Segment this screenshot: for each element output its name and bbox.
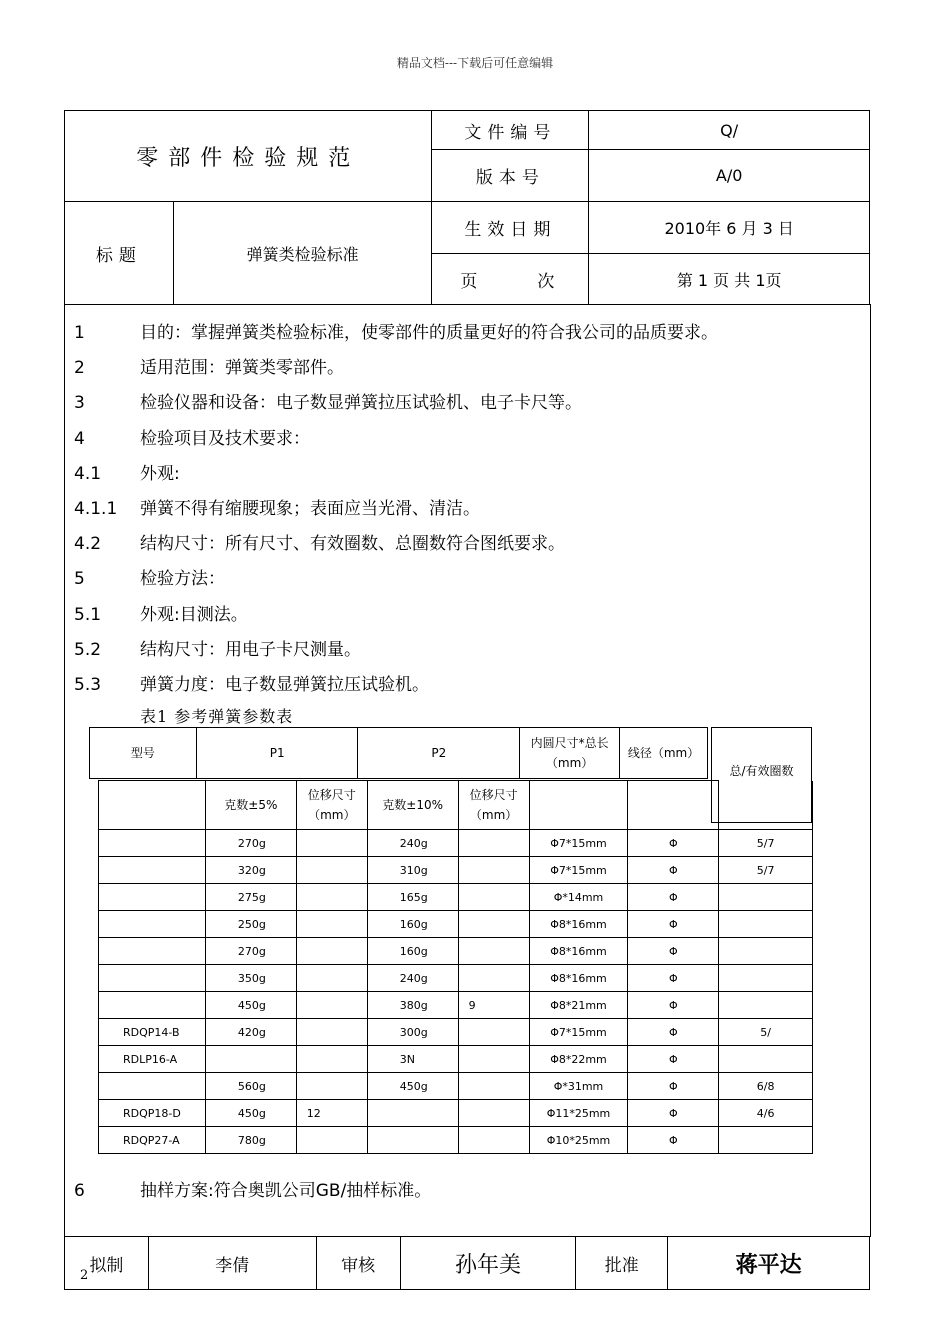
cell-p2d — [458, 1127, 529, 1154]
content-line-num: 4.1 — [74, 463, 102, 484]
content-line — [74, 494, 480, 519]
content-line-num: 3 — [74, 393, 85, 414]
content-line-text: 检验项目及技术要求： — [140, 428, 310, 449]
content-line — [74, 529, 565, 554]
content-line-num: 4.1.1 — [74, 499, 118, 519]
cell-model: RDQP18-D — [99, 1100, 206, 1127]
cell-inner: Φ7*15mm — [529, 857, 628, 884]
date-label: 生效日期 — [432, 202, 589, 254]
cell-wire: Φ — [628, 1019, 719, 1046]
content-line-num: 5 — [74, 569, 85, 590]
drafter-name: 李倩 — [148, 1237, 316, 1290]
cell-inner: Φ10*25mm — [529, 1127, 628, 1154]
param-table — [98, 780, 813, 1154]
cell-p2g: 160g — [367, 911, 458, 938]
subject-label: 标题 — [65, 202, 174, 305]
table-row — [99, 1127, 813, 1154]
cell-p1g: 560g — [205, 1073, 296, 1100]
cell-p1g: 320g — [205, 857, 296, 884]
content-line-text: 结构尺寸：所有尺寸、有效圈数、总圈数符合图纸要求。 — [140, 534, 565, 555]
cell-model: RDQP27-A — [99, 1127, 206, 1154]
cell-inner: Φ8*21mm — [529, 992, 628, 1019]
cell-p2d — [458, 1073, 529, 1100]
cell-p1g: 780g — [205, 1127, 296, 1154]
page-label-a: 页 — [460, 271, 484, 292]
cell-model — [99, 911, 206, 938]
cell-wire: Φ — [628, 1073, 719, 1100]
cell-rings — [719, 965, 813, 992]
cell-inner: Φ8*16mm — [529, 911, 628, 938]
signature-table — [64, 1236, 870, 1290]
watermark-header: 精品文档---下载后可任意编辑 — [396, 56, 554, 70]
cell-p1d — [296, 911, 367, 938]
table-row — [99, 911, 813, 938]
cell-p2d — [458, 857, 529, 884]
cell-wire: Φ — [628, 911, 719, 938]
line-6 — [74, 1176, 431, 1201]
cell-p2g — [367, 1127, 458, 1154]
cell-inner: Φ11*25mm — [529, 1100, 628, 1127]
page-number: 2 — [80, 1268, 89, 1283]
subject-value: 弹簧类检验标准 — [173, 202, 432, 305]
cell-p1d — [296, 965, 367, 992]
cell-wire: Φ — [628, 992, 719, 1019]
cell-inner: Φ8*16mm — [529, 965, 628, 992]
cell-p1d — [296, 857, 367, 884]
drafter-label: 拟制 — [65, 1237, 149, 1290]
reviewer-name: 孙年美 — [400, 1237, 576, 1290]
cell-wire: Φ — [628, 965, 719, 992]
cell-p2g — [367, 1100, 458, 1127]
cell-rings: 5/ — [719, 1019, 813, 1046]
cell-p1g: 420g — [205, 1019, 296, 1046]
cell-model — [99, 884, 206, 911]
cell-inner: Φ7*15mm — [529, 1019, 628, 1046]
cell-p2g: 450g — [367, 1073, 458, 1100]
content-line — [74, 353, 344, 378]
cell-p1d — [296, 830, 367, 857]
cell-model — [99, 938, 206, 965]
content-line — [74, 600, 248, 625]
cell-model — [99, 830, 206, 857]
cell-p1d — [296, 884, 367, 911]
cell-p1d — [296, 992, 367, 1019]
cell-rings: 4/6 — [719, 1100, 813, 1127]
page-label-b: 次 — [537, 271, 561, 292]
sub-blank-model — [99, 781, 206, 830]
th-wire: 线径（mm） — [620, 728, 708, 779]
cell-rings — [719, 911, 813, 938]
content-line — [74, 459, 180, 484]
cell-p2g: 310g — [367, 857, 458, 884]
th-gram5: 克数±5% — [205, 781, 296, 830]
cell-p2g: 240g — [367, 830, 458, 857]
cell-inner: Φ*14mm — [529, 884, 628, 911]
cell-wire: Φ — [628, 1127, 719, 1154]
table-row — [99, 938, 813, 965]
th-gram10: 克数±10% — [367, 781, 458, 830]
cell-p2d: 9 — [458, 992, 529, 1019]
doc-no-value: Q/ — [589, 111, 870, 150]
cell-inner: Φ8*16mm — [529, 938, 628, 965]
cell-wire: Φ — [628, 884, 719, 911]
th-inner: 内圆尺寸*总长（mm） — [520, 728, 620, 779]
param-table-header — [89, 727, 708, 779]
content-line-num: 4 — [74, 428, 85, 449]
table-row — [99, 1019, 813, 1046]
cell-p2d — [458, 911, 529, 938]
cell-rings — [719, 884, 813, 911]
table-row — [99, 830, 813, 857]
sub-blank-inner — [529, 781, 628, 830]
table-row — [99, 965, 813, 992]
cell-rings: 6/8 — [719, 1073, 813, 1100]
cell-inner: Φ*31mm — [529, 1073, 628, 1100]
cell-rings — [719, 938, 813, 965]
cell-p1g: 270g — [205, 830, 296, 857]
th-rings: 总/有效圈数 — [711, 727, 812, 823]
content-line-num: 2 — [74, 358, 85, 379]
cell-model: RDQP14-B — [99, 1019, 206, 1046]
page-label — [432, 254, 589, 305]
cell-p1d — [296, 1127, 367, 1154]
cell-model — [99, 992, 206, 1019]
cell-rings: 5/7 — [719, 857, 813, 884]
cell-p1g: 270g — [205, 938, 296, 965]
sub-blank-wire — [628, 781, 719, 830]
approver-label: 批准 — [576, 1237, 668, 1290]
cell-p1g: 275g — [205, 884, 296, 911]
date-value: 2010年 6 月 3 日 — [589, 202, 870, 254]
content-line-num: 5.2 — [74, 639, 102, 660]
doc-title: 零部件检验规范 — [65, 111, 432, 202]
th-model: 型号 — [90, 728, 197, 779]
doc-no-label: 文件编号 — [432, 111, 589, 150]
table-row — [99, 992, 813, 1019]
line-6-text: 抽样方案:符合奥凯公司GB/抽样标准。 — [140, 1181, 432, 1201]
page-value: 第 1 页 共 1页 — [589, 254, 870, 305]
sub-blank-rings — [719, 781, 813, 830]
content-line-num: 1 — [74, 323, 85, 343]
cell-p1d: 12 — [296, 1100, 367, 1127]
cell-rings — [719, 992, 813, 1019]
cell-model — [99, 965, 206, 992]
cell-inner: Φ7*15mm — [529, 830, 628, 857]
cell-p1g: 450g — [205, 1100, 296, 1127]
header-table — [64, 110, 870, 305]
content-line-text: 弹簧力度：电子数显弹簧拉压试验机。 — [140, 675, 429, 695]
table-row — [99, 884, 813, 911]
version-value: A/0 — [589, 150, 870, 202]
cell-wire: Φ — [628, 1046, 719, 1073]
cell-inner: Φ8*22mm — [529, 1046, 628, 1073]
cell-wire: Φ — [628, 830, 719, 857]
table-row — [99, 1046, 813, 1073]
th-disp2: 位移尺寸（mm） — [458, 781, 529, 830]
content-line — [74, 635, 361, 660]
cell-p1g: 350g — [205, 965, 296, 992]
th-p1: P1 — [196, 728, 358, 779]
cell-p2g: 165g — [367, 884, 458, 911]
cell-model — [99, 857, 206, 884]
cell-p2d — [458, 965, 529, 992]
cell-rings — [719, 1046, 813, 1073]
th-disp1: 位移尺寸（mm） — [296, 781, 367, 830]
content-line-text: 检验方法： — [140, 569, 225, 590]
cell-rings: 5/7 — [719, 830, 813, 857]
cell-p1d — [296, 1019, 367, 1046]
content-line-text: 适用范围：弹簧类零部件。 — [140, 358, 344, 379]
cell-p2d — [458, 1019, 529, 1046]
approver-name: 蒋平达 — [668, 1237, 870, 1290]
content-line — [74, 670, 429, 695]
cell-p1d — [296, 1073, 367, 1100]
cell-model — [99, 1073, 206, 1100]
cell-p2g: 160g — [367, 938, 458, 965]
cell-p2d — [458, 884, 529, 911]
cell-model: RDLP16-A — [99, 1046, 206, 1073]
content-line — [74, 564, 225, 589]
cell-p2d — [458, 1100, 529, 1127]
cell-p2g: 300g — [367, 1019, 458, 1046]
content-line-text: 外观:目测法。 — [140, 604, 248, 625]
table-caption: 表1 参考弹簧参数表 — [140, 707, 294, 726]
cell-wire: Φ — [628, 857, 719, 884]
version-label: 版本号 — [432, 150, 589, 202]
cell-p1d — [296, 938, 367, 965]
cell-rings — [719, 1127, 813, 1154]
cell-p1d — [296, 1046, 367, 1073]
th-p2: P2 — [358, 728, 520, 779]
cell-p1g: 250g — [205, 911, 296, 938]
cell-wire: Φ — [628, 938, 719, 965]
content-line — [74, 318, 718, 343]
content-line-text: 弹簧不得有缩腰现象；表面应当光滑、清洁。 — [140, 499, 480, 519]
cell-p2g: 240g — [367, 965, 458, 992]
table-row — [99, 1073, 813, 1100]
content-line — [74, 388, 582, 413]
content-line-num: 5.1 — [74, 604, 102, 625]
content-line-text: 检验仪器和设备：电子数显弹簧拉压试验机、电子卡尺等。 — [140, 393, 582, 414]
reviewer-label: 审核 — [316, 1237, 400, 1290]
cell-p1g: 450g — [205, 992, 296, 1019]
content-line-text: 结构尺寸：用电子卡尺测量。 — [140, 639, 361, 660]
cell-p2g: 380g — [367, 992, 458, 1019]
table-row — [99, 857, 813, 884]
cell-p1g — [205, 1046, 296, 1073]
cell-p2d — [458, 938, 529, 965]
content-line-text: 外观: — [140, 463, 180, 484]
cell-wire: Φ — [628, 1100, 719, 1127]
content-line-num: 4.2 — [74, 534, 102, 555]
content-line-text: 目的：掌握弹簧类检验标准，使零部件的质量更好的符合我公司的品质要求。 — [140, 323, 718, 343]
content-line-num: 5.3 — [74, 675, 102, 695]
cell-p2d — [458, 1046, 529, 1073]
content-line — [74, 424, 310, 449]
line-6-num: 6 — [74, 1181, 85, 1201]
cell-p2d — [458, 830, 529, 857]
table-row — [99, 1100, 813, 1127]
cell-p2g: 3N — [367, 1046, 458, 1073]
